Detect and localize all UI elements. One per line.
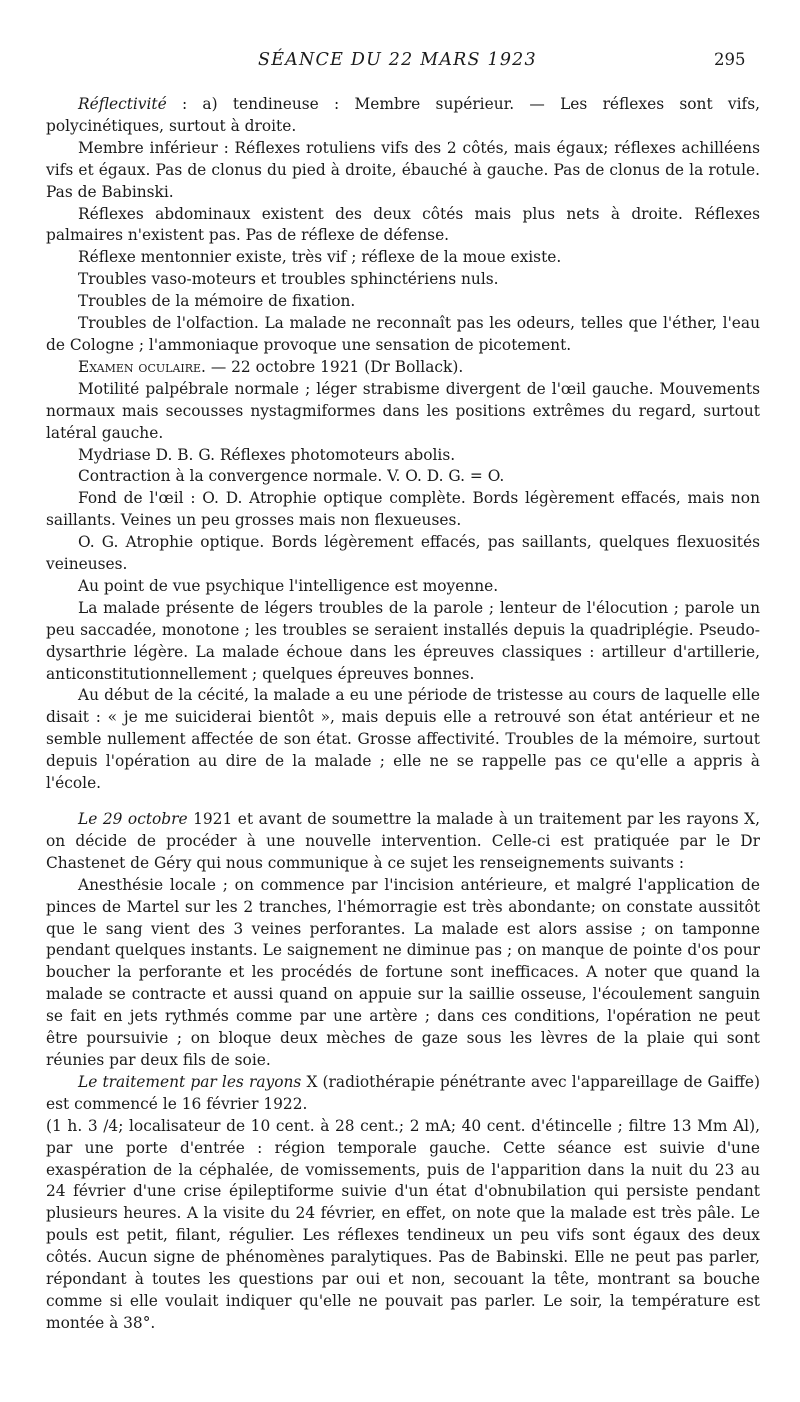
paragraph-text: X (radiothérapie pénétrante avec l'appareillage de Gaiffe) est commencé le 16 février 1922.	[46, 1072, 760, 1113]
page-number: 295	[714, 50, 746, 69]
paragraph-text: Au début de la cécité, la malade a eu une période de tristesse au cours de laquelle elle disait : « je me suiciderai bientôt », mais depuis elle a retrouvé son état antérieur et ne semble nullement affectée de son état. Grosse affectivité. Troubles de la mémoire, surtout depuis l'opération au dire de la malade ; elle ne se rappelle pas ce qu'elle a appris à l'école.	[46, 686, 760, 793]
paragraph-lead: Le 29 octobre	[78, 810, 188, 828]
page-header	[0, 50, 800, 78]
paragraph-mydriase	[46, 445, 760, 467]
paragraph-text: Anesthésie locale ; on commence par l'incision antérieure, et malgré l'application de pinces de Martel sur les 2 tranches, l'hémorragie est très abondante; on constate aussitôt que le sang vient des 3 veines perforantes. La malade est alors assise ; on tamponne pendant quelques instants. Le saignement ne diminue pas ; on manque de pointe d'os pour boucher la perforante et les procédés de fortune sont inefficaces. A noter que quand la malade se contracte et aussi quand on appuie sur la saillie osseuse, l'écoulement sanguin se fait en jets rythmés comme par une artère ; dans ces conditions, l'opération ne peut être poursuivie ; on bloque deux mèches de gaze sous les lèvres de la plaie qui sont réunies par deux fils de soie.	[46, 875, 760, 1069]
paragraph-fond-oeil	[46, 488, 760, 532]
paragraph-text: La malade présente de légers troubles de la parole ; lenteur de l'élocution ; parole un peu saccadée, monotone ; les troubles se seraient installés depuis la quadriplégie. Pseudo-dysarthrie légère. La malade échoue dans les épreuves classiques : artilleur d'artillerie, anticonstitutionnellement ; quelques épreuves bonnes.	[46, 598, 760, 683]
paragraph-motilite	[46, 379, 760, 445]
paragraph-text: Troubles vaso-moteurs et troubles sphinctériens nuls.	[78, 270, 499, 289]
paragraph-reflexes-abdominaux	[46, 204, 760, 248]
paragraph-anesthesie	[46, 875, 760, 1072]
paragraph-contraction	[46, 466, 760, 488]
paragraph-text: Réflexe mentonnier existe, très vif ; réflexe de la moue existe.	[78, 248, 562, 267]
paragraph-lead: Le traitement par les rayons	[78, 1072, 302, 1091]
paragraph-lead: Examen oculaire.	[78, 357, 206, 376]
paragraph-text: Contraction à la convergence normale. V. O. D. G. = O.	[78, 467, 505, 486]
paragraph-reflectivite	[46, 94, 760, 138]
paragraph-membre-inferieur	[46, 138, 760, 204]
running-title: SÉANCE DU 22 MARS 1923	[258, 50, 537, 70]
paragraph-text: (1 h. 3 /4; localisateur de 10 cent. à 28 cent.; 2 mA; 40 cent. d'étincelle ; filtre 13 Mm Al), par une porte d'entrée : région temporale gauche. Cette séance est suivie d'une exaspération de la céphalée, de vomissements, puis de l'apparition dans la nuit du 23 au 24 février d'une crise épileptiforme suivie d'un état d'obnubilation qui persiste pendant plusieurs heures. A la visite du 24 février, en effet, on note que la malade est très pâle. Le pouls est petit, filant, régulier. Les réflexes tendineux un peu vifs sont égaux des deux côtés. Aucun signe de phénomènes paralytiques. Pas de Babinski. Elle ne peut pas parler, répondant à toutes les questions par oui et non, secouant la tête, montrant sa bouche comme si elle voulait indiquer qu'elle ne pouvait pas parler. Le soir, la température est montée à 38°.	[46, 1116, 760, 1332]
paragraph-text: — 22 octobre 1921 (Dr Bollack).	[205, 357, 464, 376]
paragraph-text: Troubles de la mémoire de fixation.	[78, 292, 356, 311]
paragraph-og-atrophie	[46, 532, 760, 576]
paragraph-text: Motilité palpébrale normale ; léger strabisme divergent de l'œil gauche. Mouvements normaux mais secousses nystagmiformes dans les positions extrêmes du regard, surtout latéral gauche.	[46, 379, 760, 442]
paragraph-troubles-olfaction	[46, 313, 760, 357]
body-text	[46, 94, 760, 1335]
paragraph-text: 1921 et avant de soumettre la malade à un traitement par les rayons X, on décide de procéder à une nouvelle intervention. Celle-ci est pratiquée par le Dr Chastenet de Géry qui nous communique à ce sujet les renseignements suivants :	[46, 810, 761, 872]
paragraph-text: Troubles de l'olfaction. La malade ne reconnaît pas les odeurs, telles que l'éther, l'eau de Cologne ; l'ammoniaque provoque une sensation de picotement.	[46, 314, 760, 354]
paragraph-troubles-parole	[46, 598, 760, 686]
paragraph-debut-cecite	[46, 685, 760, 795]
paragraph-seance-details	[46, 1116, 760, 1335]
paragraph-text: Réflexes abdominaux existent des deux côtés mais plus nets à droite. Réflexes palmaires n'existent pas. Pas de réflexe de défense.	[46, 204, 760, 245]
paragraph-text: Fond de l'œil : O. D. Atrophie optique complète. Bords légèrement effacés, mais non saillants. Veines un peu grosses mais non flexueuses.	[46, 489, 760, 530]
paragraph-text: Membre inférieur : Réflexes rotuliens vifs des 2 côtés, mais égaux; réflexes achilléens vifs et égaux. Pas de clonus du pied à droite, ébauché à gauche. Pas de clonus de la rotule. Pas de Babinski.	[46, 138, 760, 201]
paragraph-29-octobre	[46, 809, 760, 875]
paragraph-traitement-rayons	[46, 1072, 760, 1116]
paragraph-troubles-memoire	[46, 291, 760, 313]
paragraph-text: Au point de vue psychique l'intelligence est moyenne.	[78, 576, 499, 595]
paragraph-examen-oculaire	[46, 357, 760, 379]
paragraph-text: O. G. Atrophie optique. Bords légèrement effacés, pas saillants, quelques flexuosités veineuses.	[46, 533, 760, 574]
paragraph-text: Mydriase D. B. G. Réflexes photomoteurs abolis.	[78, 445, 456, 464]
paragraph-point-de-vue-psychique	[46, 576, 760, 598]
paragraph-troubles-vaso-moteurs	[46, 269, 760, 291]
paragraph-text: : a) tendineuse : Membre supérieur. — Les réflexes sont vifs, polycinétiques, surtout à droite.	[46, 95, 760, 135]
paragraph-reflexe-mentonnier	[46, 247, 760, 269]
paragraph-lead: Réflectivité	[78, 95, 167, 113]
